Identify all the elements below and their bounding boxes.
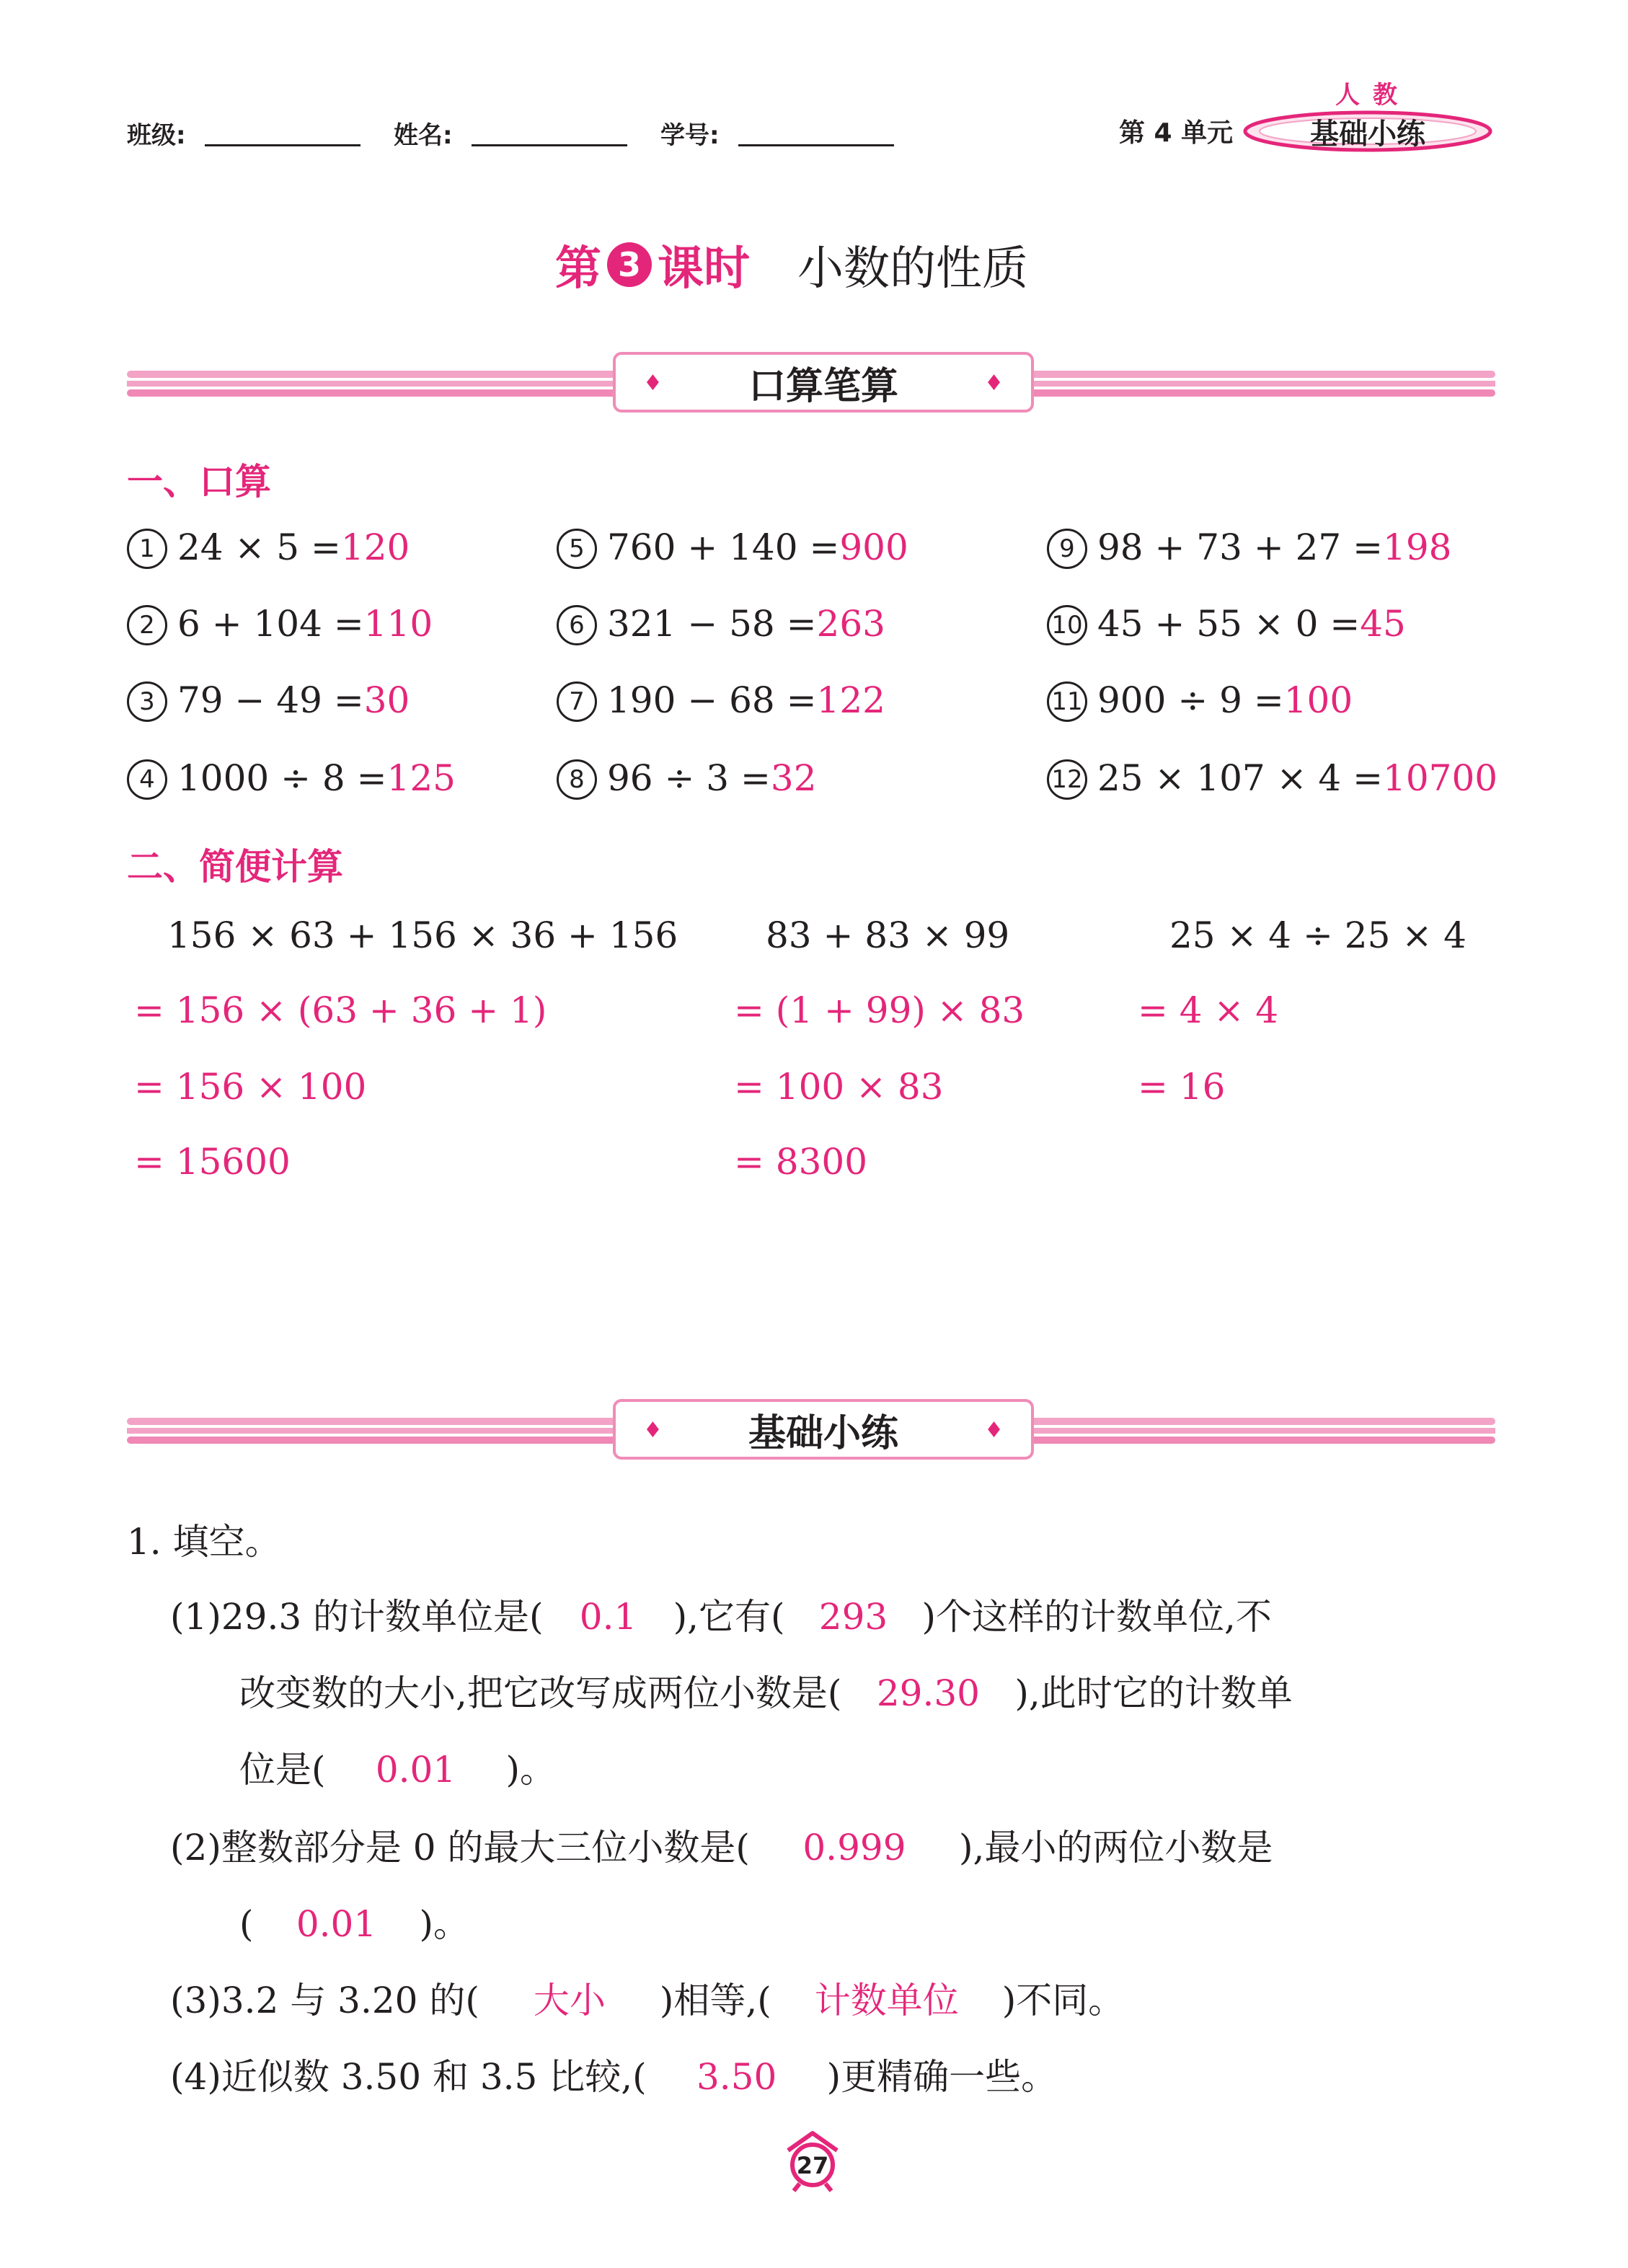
diamond-icon: ♦ — [643, 1418, 663, 1443]
answer-blank: 大小 — [533, 1980, 606, 2021]
simplify-step: = (1 + 99) × 83 — [734, 989, 1025, 1031]
answer-blank: 29.30 — [876, 1672, 980, 1714]
answer-blank: 293 — [818, 1596, 888, 1638]
simplify-expression: 25 × 4 ÷ 25 × 4 — [1169, 914, 1466, 956]
simplify-step: = 16 — [1138, 1066, 1226, 1108]
oral-item: 5 760 + 140 =900 — [557, 526, 908, 569]
answer: 125 — [386, 757, 456, 799]
answer-blank: 0.01 — [375, 1749, 456, 1791]
page-number: 27 — [796, 2152, 829, 2179]
answer: 100 — [1283, 679, 1353, 721]
answer: 30 — [363, 679, 410, 721]
logo-publisher: 人教 — [1335, 81, 1410, 110]
oral-item: 10 45 + 55 × 0 =45 — [1047, 603, 1406, 645]
simplify-expression: 83 + 83 × 99 — [766, 914, 1010, 956]
question-1-line-2: 改变数的大小,把它改写成两位小数是( 29.30 ),此时它的计数单 — [239, 1672, 1293, 1714]
answer: 32 — [770, 757, 817, 799]
banner-title: 基础小练 — [748, 1411, 898, 1455]
answer: 110 — [363, 603, 433, 645]
simplify-expression: 156 × 63 + 156 × 36 + 156 — [167, 914, 678, 956]
logo-title: 基础小练 — [1310, 118, 1425, 151]
simplify-step: = 100 × 83 — [734, 1066, 944, 1108]
title-suffix: 课时 — [658, 242, 750, 296]
simplify-step: = 156 × 100 — [134, 1066, 367, 1108]
class-field[interactable] — [205, 144, 360, 146]
answer: 198 — [1383, 526, 1452, 568]
student-id-label: 学号: — [660, 121, 720, 150]
clock-icon — [781, 2129, 844, 2192]
diamond-icon: ♦ — [984, 1418, 1004, 1443]
lesson-number-badge: 3 — [607, 242, 652, 287]
simplify-step: = 8300 — [734, 1141, 868, 1183]
page-number-badge — [781, 2129, 844, 2192]
lesson-title — [555, 232, 1028, 297]
simplify-step: = 156 × (63 + 36 + 1) — [134, 989, 547, 1031]
answer-blank: 计数单位 — [814, 1980, 959, 2021]
question-4: (4)近似数 3.50 和 3.5 比较,( 3.50 )更精确一些。 — [170, 2056, 1058, 2098]
section-oral-title: 一、口算 — [127, 461, 271, 503]
banner-oral-written — [613, 352, 1034, 412]
answer: 10700 — [1383, 757, 1498, 799]
question-2-line-2: ( 0.01 )。 — [239, 1903, 470, 1945]
answer-blank: 0.1 — [579, 1596, 637, 1638]
oral-item: 3 79 − 49 =30 — [127, 679, 410, 722]
unit-label: 第 4 单元 — [1119, 118, 1234, 148]
answer: 45 — [1360, 603, 1406, 645]
answer: 122 — [816, 679, 885, 721]
answer-blank: 0.01 — [296, 1903, 377, 1945]
simplify-step: = 15600 — [134, 1141, 291, 1183]
exercise-title: 1. 填空。 — [127, 1521, 281, 1563]
banner-title: 口算笔算 — [748, 364, 898, 408]
oral-item: 1 24 × 5 =120 — [127, 526, 410, 569]
title-prefix: 第 — [555, 242, 601, 296]
question-1-line-1: (1)29.3 的计数单位是( 0.1 ),它有( 293 )个这样的计数单位,不 — [170, 1596, 1272, 1638]
answer: 263 — [816, 603, 885, 645]
student-id-field[interactable] — [738, 144, 894, 146]
oral-item: 7 190 − 68 =122 — [557, 679, 885, 722]
name-field[interactable] — [472, 144, 627, 146]
oral-item: 11 900 ÷ 9 =100 — [1047, 679, 1353, 722]
answer-blank: 3.50 — [696, 2056, 777, 2098]
answer: 900 — [839, 526, 908, 568]
lesson-name: 小数的性质 — [797, 242, 1028, 296]
question-1-line-3: 位是( 0.01 )。 — [239, 1749, 557, 1791]
question-2-line-1: (2)整数部分是 0 的最大三位小数是( 0.999 ),最小的两位小数是 — [170, 1827, 1273, 1868]
answer-blank: 0.999 — [802, 1827, 906, 1868]
oral-item: 8 96 ÷ 3 =32 — [557, 757, 817, 800]
series-logo — [1242, 81, 1494, 153]
oral-item: 12 25 × 107 × 4 =10700 — [1047, 757, 1498, 800]
class-label: 班级: — [127, 121, 186, 150]
diamond-icon: ♦ — [643, 371, 663, 396]
oral-item: 4 1000 ÷ 8 =125 — [127, 757, 456, 800]
answer: 120 — [340, 526, 410, 568]
banner-basic-practice — [613, 1399, 1034, 1460]
name-label: 姓名: — [394, 121, 453, 150]
simplify-step: = 4 × 4 — [1138, 989, 1279, 1031]
oral-item: 2 6 + 104 =110 — [127, 603, 433, 645]
question-3: (3)3.2 与 3.20 的( 大小 )相等,( 计数单位 )不同。 — [170, 1972, 1124, 2024]
oral-item: 9 98 + 73 + 27 =198 — [1047, 526, 1451, 569]
diamond-icon: ♦ — [984, 371, 1004, 396]
oral-item: 6 321 − 58 =263 — [557, 603, 885, 645]
section-simplify-title: 二、简便计算 — [127, 846, 343, 888]
